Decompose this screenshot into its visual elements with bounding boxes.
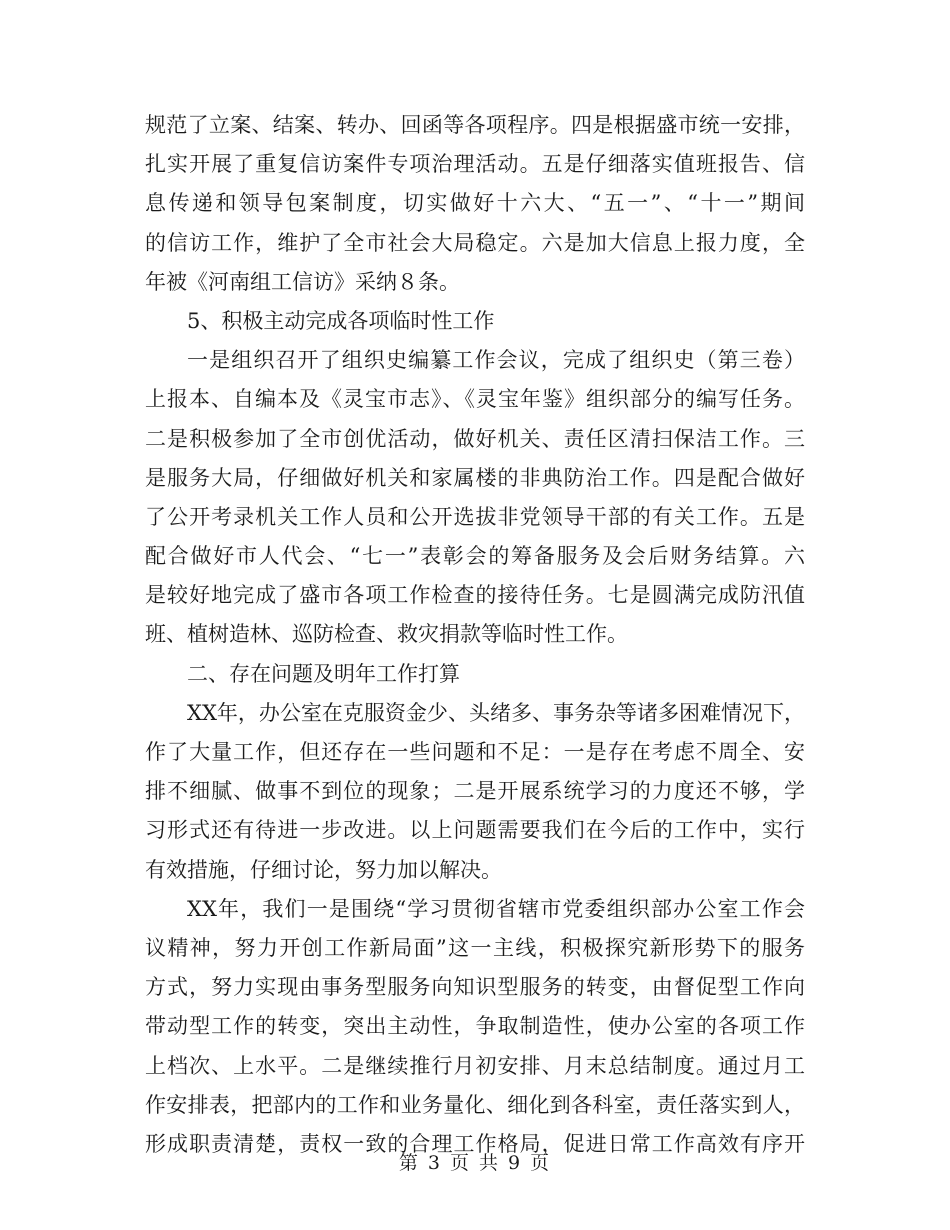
section-heading: 二、存在问题及明年工作打算 xyxy=(187,661,460,686)
document-body xyxy=(145,106,805,1164)
page-number-footer: 第 3 页 共 9 页 xyxy=(398,1152,552,1174)
text-line: 了公开考录机关工作人员和公开选拔非党领导干部的有关工作。五是 xyxy=(145,504,805,529)
text-line: 上报本、自编本及《灵宝市志》、《灵宝年鉴》组织部分的编写任务。 xyxy=(145,387,805,412)
text-line: 班、植树造林、巡防检查、救灾捐款等临时性工作。 xyxy=(145,622,628,647)
text-line: XX年，我们一是围绕“学习贯彻省辖市党委组织部办公室工作会 xyxy=(187,896,805,921)
text-line: 作了大量工作，但还存在一些问题和不足：一是存在考虑不周全、安 xyxy=(145,740,805,764)
text-line: 带动型工作的转变，突出主动性，争取制造性，使办公室的各项工作 xyxy=(145,1014,805,1039)
text-line: 是服务大局，仔细做好机关和家属楼的非典防治工作。四是配合做好 xyxy=(145,465,805,490)
text-line: 年被《河南组工信访》采纳８条。 xyxy=(145,269,460,294)
text-line: XX年，办公室在克服资金少、头绪多、事务杂等诸多困难情况下， xyxy=(187,700,805,725)
text-line: 习形式还有待进一步改进。以上问题需要我们在今后的工作中，实行 xyxy=(145,818,805,843)
text-line: 息传递和领导包案制度，切实做好十六大、“五一”、“十一”期间 xyxy=(145,191,805,216)
section-heading: 5、积极主动完成各项临时性工作 xyxy=(187,308,495,333)
text-line: 形成职责清楚，责权一致的合理工作格局，促进日常工作高效有序开 xyxy=(145,1131,805,1156)
text-line: 二是积极参加了全市创优活动，做好机关、责任区清扫保洁工作。三 xyxy=(145,426,805,451)
text-line: 上档次、上水平。二是继续推行月初安排、月末总结制度。通过月工 xyxy=(145,1053,805,1078)
text-line: 有效措施，仔细讨论，努力加以解决。 xyxy=(145,857,502,882)
text-line: 排不细腻、做事不到位的现象；二是开展系统学习的力度还不够，学 xyxy=(145,779,805,804)
text-line: 扎实开展了重复信访案件专项治理活动。五是仔细落实值班报告、信 xyxy=(145,152,805,177)
text-line: 作安排表，把部内的工作和业务量化、细化到各科室，责任落实到人， xyxy=(145,1092,805,1117)
text-line: 方式，努力实现由事务型服务向知识型服务的转变，由督促型工作向 xyxy=(145,975,805,1000)
text-line: 规范了立案、结案、转办、回函等各项程序。四是根据盛市统一安排， xyxy=(145,113,805,137)
text-line: 一是组织召开了组织史编纂工作会议，完成了组织史（第三卷） xyxy=(187,348,805,373)
text-line: 议精神，努力开创工作新局面”这一主线，积极探究新形势下的服务 xyxy=(145,935,805,960)
text-line: 是较好地完成了盛市各项工作检查的接待任务。七是圆满完成防汛值 xyxy=(145,583,805,608)
text-line: 的信访工作，维护了全市社会大局稳定。六是加大信息上报力度，全 xyxy=(145,230,805,255)
text-line: 配合做好市人代会、“七一”表彰会的筹备服务及会后财务结算。六 xyxy=(145,544,805,569)
